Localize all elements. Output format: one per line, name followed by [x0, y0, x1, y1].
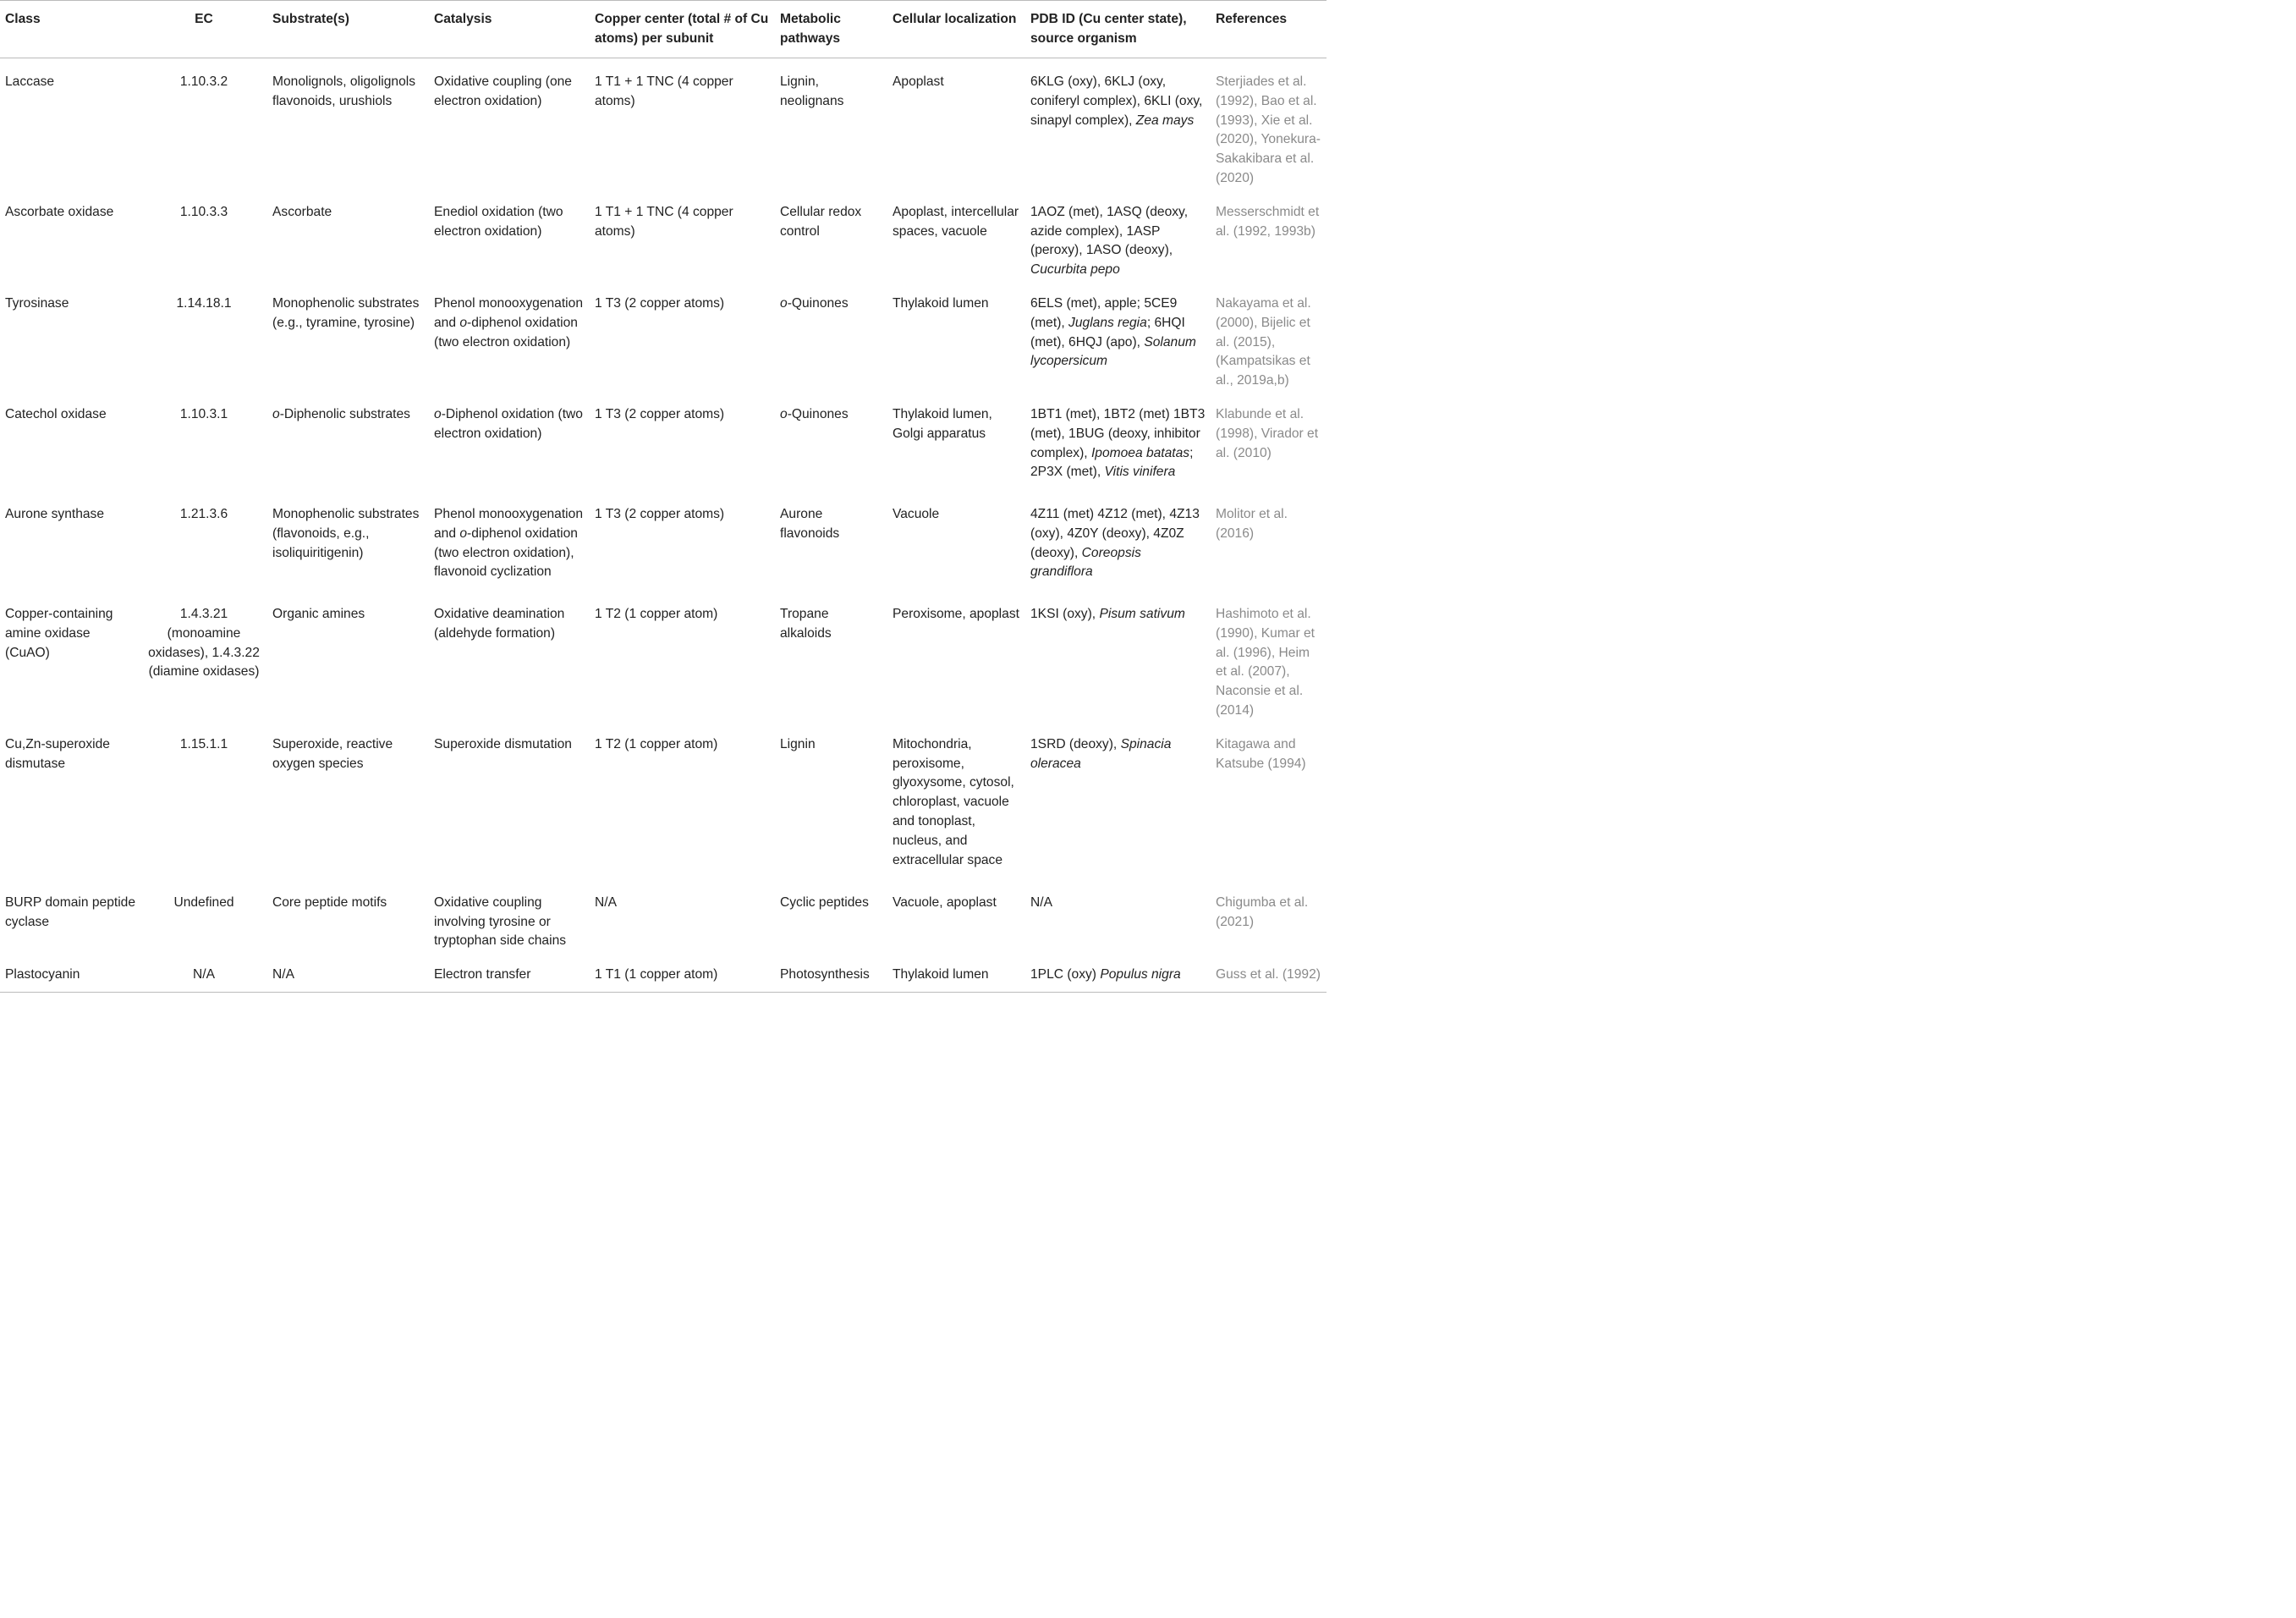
- cell-cellular-localization: Vacuole: [893, 506, 940, 521]
- cell-metabolic-pathways: Cyclic peptides: [780, 894, 869, 910]
- catalysis-text: Phenol monooxygenation and: [434, 506, 583, 541]
- catalysis-text: -diphenol oxidation (two electron oxidation), flavonoid cyclization: [434, 526, 578, 580]
- cell-catalysis: [429, 391, 590, 491]
- cell-pdb-id: [1025, 58, 1211, 189]
- source-organism: Spinacia oleracea: [1030, 736, 1172, 771]
- source-organism: Cucurbita pepo: [1030, 262, 1120, 278]
- pdb-text: 1SRD (deoxy),: [1030, 736, 1121, 751]
- cell-ec: N/A: [140, 951, 267, 992]
- pdb-text: 1AOZ (met), 1ASQ (deoxy, azide complex), 1ASP (peroxy), 1ASO (deoxy),: [1030, 204, 1189, 258]
- cell-ec: 1.15.1.1: [179, 736, 228, 751]
- cell-cellular-localization: Vacuole, apoplast: [893, 894, 997, 910]
- cell-pdb-id: N/A: [1030, 894, 1052, 910]
- cell-substrates: N/A: [267, 951, 429, 992]
- table-row: [0, 58, 1327, 189]
- header-row: [0, 1, 1327, 58]
- catalysis-italic: o: [434, 406, 442, 421]
- pdb-text: 6KLG (oxy), 6KLJ (oxy, coniferyl complex), 6KLI (oxy, sinapyl complex),: [1030, 74, 1203, 128]
- cell-metabolic-pathways: Lignin: [780, 736, 816, 751]
- cell-pdb-id: [1025, 591, 1211, 721]
- cell-catalysis: Oxidative deamination (aldehyde formation): [434, 606, 565, 641]
- header-substrates: Substrate(s): [267, 1, 429, 58]
- table-row: [0, 280, 1327, 391]
- cell-cellular-localization: Thylakoid lumen: [893, 295, 989, 311]
- header-cellular-localization: Cellular localization: [887, 1, 1025, 58]
- cell-references: Chigumba et al. (2021): [1216, 894, 1309, 929]
- source-organism: Coreopsis grandiflora: [1030, 545, 1141, 580]
- cell-class: Catechol oxidase: [5, 406, 107, 421]
- table-row: [0, 189, 1327, 280]
- cell-metabolic-pathways: [775, 280, 887, 391]
- pathways-text: -Quinones: [787, 295, 849, 311]
- copper-enzyme-table: [0, 0, 1327, 993]
- cell-metabolic-pathways: Cellular redox control: [780, 204, 862, 239]
- catalysis-italic: o: [459, 315, 468, 330]
- cell-catalysis: Oxidative coupling (one electron oxidation): [434, 74, 572, 108]
- cell-substrates: Ascorbate: [272, 204, 332, 219]
- cell-class: BURP domain peptide cyclase: [5, 894, 136, 929]
- substrates-italic: o: [272, 406, 280, 421]
- cell-cellular-localization: Apoplast, intercellular spaces, vacuole: [893, 204, 1019, 239]
- cell-ec: 1.21.3.6: [179, 506, 228, 521]
- cell-copper-center: 1 T2 (1 copper atom): [595, 606, 718, 621]
- cell-pdb-id: [1025, 391, 1211, 491]
- header-copper-center: Copper center (total # of Cu atoms) per subunit: [590, 1, 775, 58]
- table-row: [0, 721, 1327, 879]
- cell-pdb-id: [1025, 951, 1211, 992]
- pdb-text: ; 6HQI (met), 6HQJ (apo),: [1030, 315, 1185, 349]
- cell-copper-center: 1 T1 + 1 TNC (4 copper atoms): [595, 74, 733, 108]
- cell-substrates: Monophenolic substrates (e.g., tyramine, tyrosine): [272, 295, 420, 330]
- catalysis-text: -diphenol oxidation (two electron oxidation): [434, 315, 578, 349]
- cell-catalysis: Enediol oxidation (two electron oxidation): [434, 204, 563, 239]
- source-organism: Vitis vinifera: [1104, 465, 1176, 480]
- cell-copper-center: 1 T1 (1 copper atom): [590, 951, 775, 992]
- catalysis-text: Phenol monooxygenation and: [434, 295, 583, 330]
- cell-cellular-localization: Thylakoid lumen, Golgi apparatus: [893, 406, 992, 441]
- pdb-text: ; 2P3X (met),: [1030, 445, 1194, 480]
- cell-substrates: Core peptide motifs: [272, 894, 387, 910]
- cell-references: Hashimoto et al. (1990), Kumar et al. (1996), Heim et al. (2007), Naconsie et al. (2014): [1216, 606, 1316, 718]
- cell-class: Laccase: [5, 74, 55, 89]
- source-organism: Juglans regia: [1068, 315, 1147, 330]
- cell-metabolic-pathways: Photosynthesis: [775, 951, 887, 992]
- pdb-text: 6ELS (met), apple; 5CE9 (met),: [1030, 295, 1178, 330]
- cell-references: Guss et al. (1992): [1211, 951, 1327, 992]
- cell-ec: Undefined: [173, 894, 234, 910]
- cell-class: Copper-containing amine oxidase (CuAO): [5, 606, 113, 660]
- header-metabolic-pathways: Metabolic pathways: [775, 1, 887, 58]
- cell-copper-center: 1 T2 (1 copper atom): [595, 736, 718, 751]
- source-organism: Populus nigra: [1100, 967, 1181, 982]
- pathways-italic: o: [780, 406, 788, 421]
- table-row: [0, 491, 1327, 591]
- pdb-text: 1BT1 (met), 1BT2 (met) 1BT3 (met), 1BUG (deoxy, inhibitor complex),: [1030, 406, 1206, 460]
- table-row: [0, 391, 1327, 491]
- pdb-text: 4Z11 (met) 4Z12 (met), 4Z13 (oxy), 4Z0Y (deoxy), 4Z0Z (deoxy),: [1030, 506, 1200, 560]
- cell-class: Cu,Zn-superoxide dismutase: [5, 736, 110, 771]
- cell-references: Kitagawa and Katsube (1994): [1216, 736, 1306, 771]
- table-row: [0, 879, 1327, 951]
- cell-metabolic-pathways: Aurone flavonoids: [780, 506, 840, 541]
- cell-references: Nakayama et al. (2000), Bijelic et al. (2015), (Kampatsikas et al., 2019a,b): [1216, 295, 1311, 388]
- cell-substrates: [267, 391, 429, 491]
- cell-cellular-localization: Peroxisome, apoplast: [893, 606, 1019, 621]
- cell-class: Plastocyanin: [0, 951, 140, 992]
- table-row: [0, 951, 1327, 992]
- cell-copper-center: 1 T1 + 1 TNC (4 copper atoms): [595, 204, 733, 239]
- cell-copper-center: N/A: [595, 894, 617, 910]
- cell-catalysis: Electron transfer: [429, 951, 590, 992]
- source-organism: Zea mays: [1135, 113, 1195, 128]
- cell-catalysis: Superoxide dismutation: [434, 736, 572, 751]
- cell-copper-center: 1 T3 (2 copper atoms): [595, 406, 725, 421]
- cell-catalysis: [429, 491, 590, 591]
- cell-ec: 1.10.3.1: [179, 406, 228, 421]
- pathways-text: -Quinones: [787, 406, 849, 421]
- catalysis-text: -Diphenol oxidation (two electron oxidation): [434, 406, 583, 441]
- cell-catalysis: [429, 280, 590, 391]
- cell-cellular-localization: Mitochondria, peroxisome, glyoxysome, cytosol, chloroplast, vacuole and tonoplast, nucleus, and extracellular space: [893, 736, 1014, 867]
- cell-class: Tyrosinase: [5, 295, 69, 311]
- source-organism: Pisum sativum: [1099, 606, 1185, 621]
- cell-cellular-localization: Apoplast: [893, 74, 944, 89]
- cell-catalysis: Oxidative coupling involving tyrosine or tryptophan side chains: [434, 894, 567, 949]
- cell-pdb-id: [1025, 491, 1211, 591]
- cell-class: Ascorbate oxidase: [5, 204, 114, 219]
- cell-class: Aurone synthase: [5, 506, 105, 521]
- cell-cellular-localization: Thylakoid lumen: [887, 951, 1025, 992]
- header-references: References: [1211, 1, 1327, 58]
- cell-references: Klabunde et al. (1998), Virador et al. (2010): [1216, 406, 1319, 460]
- header-class: Class: [0, 1, 140, 58]
- cell-ec: 1.4.3.21 (monoamine oxidases), 1.4.3.22 (diamine oxidases): [148, 606, 260, 680]
- cell-references: Sterjiades et al. (1992), Bao et al. (1993), Xie et al. (2020), Yonekura-Sakakibara et al. (2020): [1216, 74, 1321, 185]
- cell-ec: 1.14.18.1: [176, 295, 232, 311]
- header-ec: EC: [140, 1, 267, 58]
- header-catalysis: Catalysis: [429, 1, 590, 58]
- cell-pdb-id: [1025, 280, 1211, 391]
- cell-metabolic-pathways: Lignin, neolignans: [780, 74, 844, 108]
- pdb-text: 1KSI (oxy),: [1030, 606, 1100, 621]
- cell-references: Messerschmidt et al. (1992, 1993b): [1216, 204, 1320, 239]
- cell-substrates: Monophenolic substrates (flavonoids, e.g., isoliquiritigenin): [272, 506, 420, 560]
- cell-substrates: Monolignols, oligolignols flavonoids, urushiols: [272, 74, 416, 108]
- cell-pdb-id: [1025, 721, 1211, 879]
- catalysis-italic: o: [459, 526, 468, 541]
- cell-substrates: Superoxide, reactive oxygen species: [272, 736, 393, 771]
- substrates-text: -Diphenolic substrates: [279, 406, 410, 421]
- cell-copper-center: 1 T3 (2 copper atoms): [595, 506, 725, 521]
- pathways-italic: o: [780, 295, 788, 311]
- cell-ec: 1.10.3.2: [179, 74, 228, 89]
- cell-metabolic-pathways: [775, 391, 887, 491]
- cell-copper-center: 1 T3 (2 copper atoms): [595, 295, 725, 311]
- table-row: [0, 591, 1327, 721]
- cell-metabolic-pathways: Tropane alkaloids: [780, 606, 832, 641]
- cell-references: Molitor et al. (2016): [1216, 506, 1288, 541]
- cell-ec: 1.10.3.3: [179, 204, 228, 219]
- cell-substrates: Organic amines: [272, 606, 365, 621]
- pdb-text: 1PLC (oxy): [1030, 967, 1101, 982]
- cell-pdb-id: [1025, 189, 1211, 280]
- table-container: [0, 0, 1327, 982]
- source-organism: Ipomoea batatas: [1090, 445, 1190, 460]
- header-pdb-id: PDB ID (Cu center state), source organism: [1025, 1, 1211, 58]
- source-organism: Solanum lycopersicum: [1030, 334, 1196, 369]
